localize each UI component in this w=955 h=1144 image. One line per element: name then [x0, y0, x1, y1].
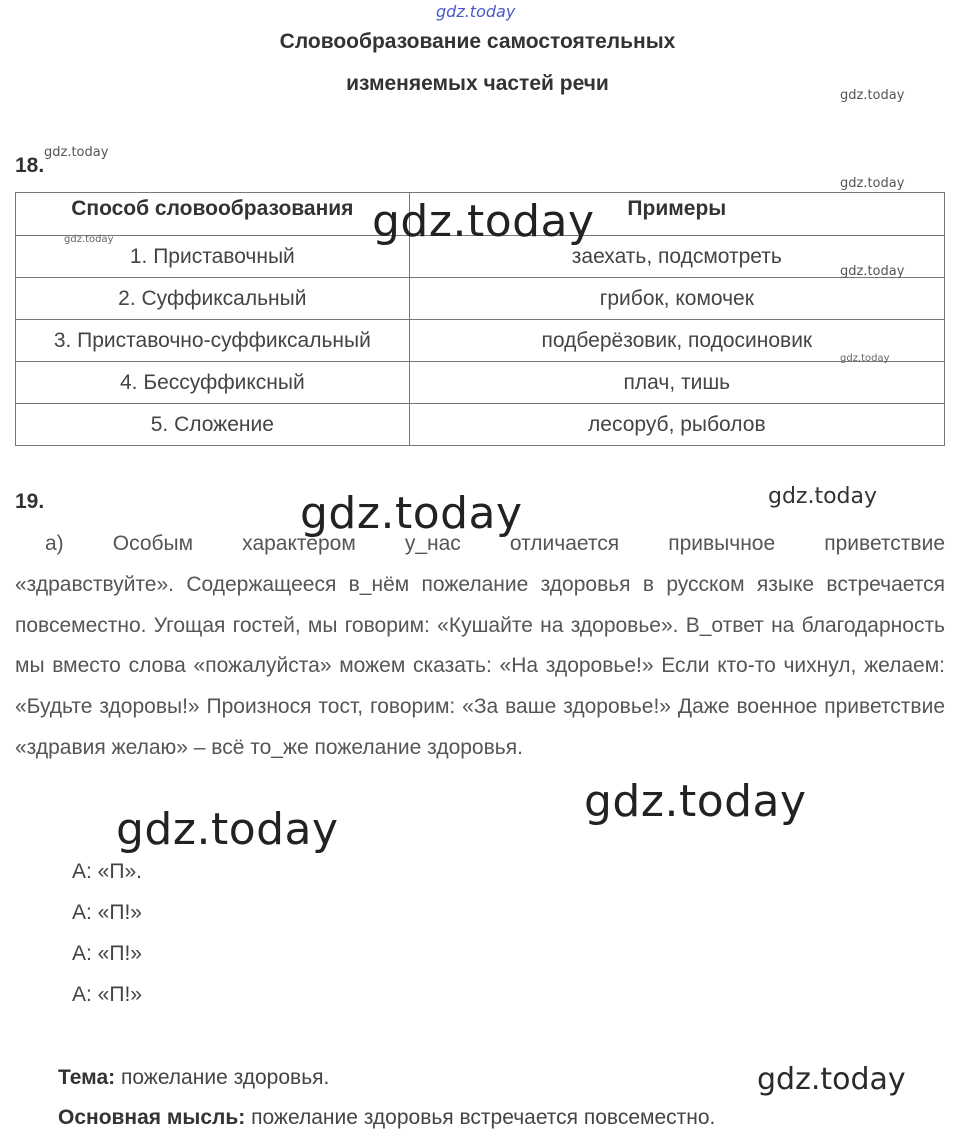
task-19-number: 19.: [15, 490, 45, 513]
watermark: gdz.today: [584, 776, 807, 827]
method-cell: 1. Приставочный: [16, 236, 410, 278]
main-idea-line: [58, 1106, 715, 1130]
method-cell: 5. Сложение: [16, 404, 410, 446]
examples-cell: лесоруб, рыболов: [409, 404, 944, 446]
watermark: gdz.today: [116, 804, 339, 855]
method-cell: 3. Приставочно-суффиксальный: [16, 320, 410, 362]
column-header-method: Способ словообразования: [16, 193, 410, 236]
theme-label: Тема:: [58, 1066, 116, 1089]
page-title-line2: изменяемых частей речи: [346, 72, 609, 95]
answer-line: А: «П».: [72, 860, 142, 883]
watermark: gdz.today: [840, 88, 905, 103]
examples-cell: плач, тишь: [409, 362, 944, 404]
watermark: gdz.today: [44, 145, 109, 160]
main-idea-value: пожелание здоровья встречается повсеместно.: [245, 1106, 716, 1129]
passage-body: «здравствуйте». Содержащееся в_нём пожелание здоровья в русском языке встречается повсеместно. Угощая гостей, мы говорим: «Кушайте на здоровье». В_ответ на благодарность мы вместо слова «пожалуйста» можем сказать: «На здоровье!» Если кто-то чихнул, желаем: «Будьте здоровы!» Произнося тост, говорим: «За ваше здоровье!» Даже военное приветствие «здравия желаю» – всё то_же пожелание здоровья.: [15, 572, 945, 759]
watermark: gdz.today: [840, 353, 890, 364]
method-cell: 2. Суффиксальный: [16, 278, 410, 320]
answer-line: А: «П!»: [72, 901, 142, 924]
column-header-examples: Примеры: [409, 193, 944, 236]
page-title-line1: Словообразование самостоятельных: [279, 30, 676, 53]
examples-cell: подберёзовик, подосиновик: [409, 320, 944, 362]
theme-line: [58, 1066, 329, 1090]
watermark-top: gdz.today: [436, 2, 516, 21]
main-idea-label: Основная мысль:: [58, 1106, 246, 1129]
text-passage: [15, 524, 945, 769]
answer-line: А: «П!»: [72, 942, 142, 965]
examples-cell: грибок, комочек: [409, 278, 944, 320]
watermark: gdz.today: [840, 176, 905, 191]
watermark: gdz.today: [757, 1062, 906, 1097]
passage-first-line: а) Особым характером у_нас отличается привычное приветствие: [45, 532, 945, 555]
task-18-number: 18.: [15, 154, 45, 177]
examples-cell: заехать, подсмотреть: [409, 236, 944, 278]
table-row: [16, 362, 945, 404]
method-cell: 4. Бессуффиксный: [16, 362, 410, 404]
watermark: gdz.today: [64, 234, 114, 245]
watermark: gdz.today: [768, 484, 878, 509]
watermark: gdz.today: [840, 264, 905, 279]
watermark: gdz.today: [372, 196, 595, 247]
table-row: [16, 278, 945, 320]
watermark: gdz.today: [300, 488, 523, 539]
theme-value: пожелание здоровья.: [115, 1066, 330, 1089]
table-row: [16, 404, 945, 446]
table-row: [16, 320, 945, 362]
answer-line: А: «П!»: [72, 983, 142, 1006]
